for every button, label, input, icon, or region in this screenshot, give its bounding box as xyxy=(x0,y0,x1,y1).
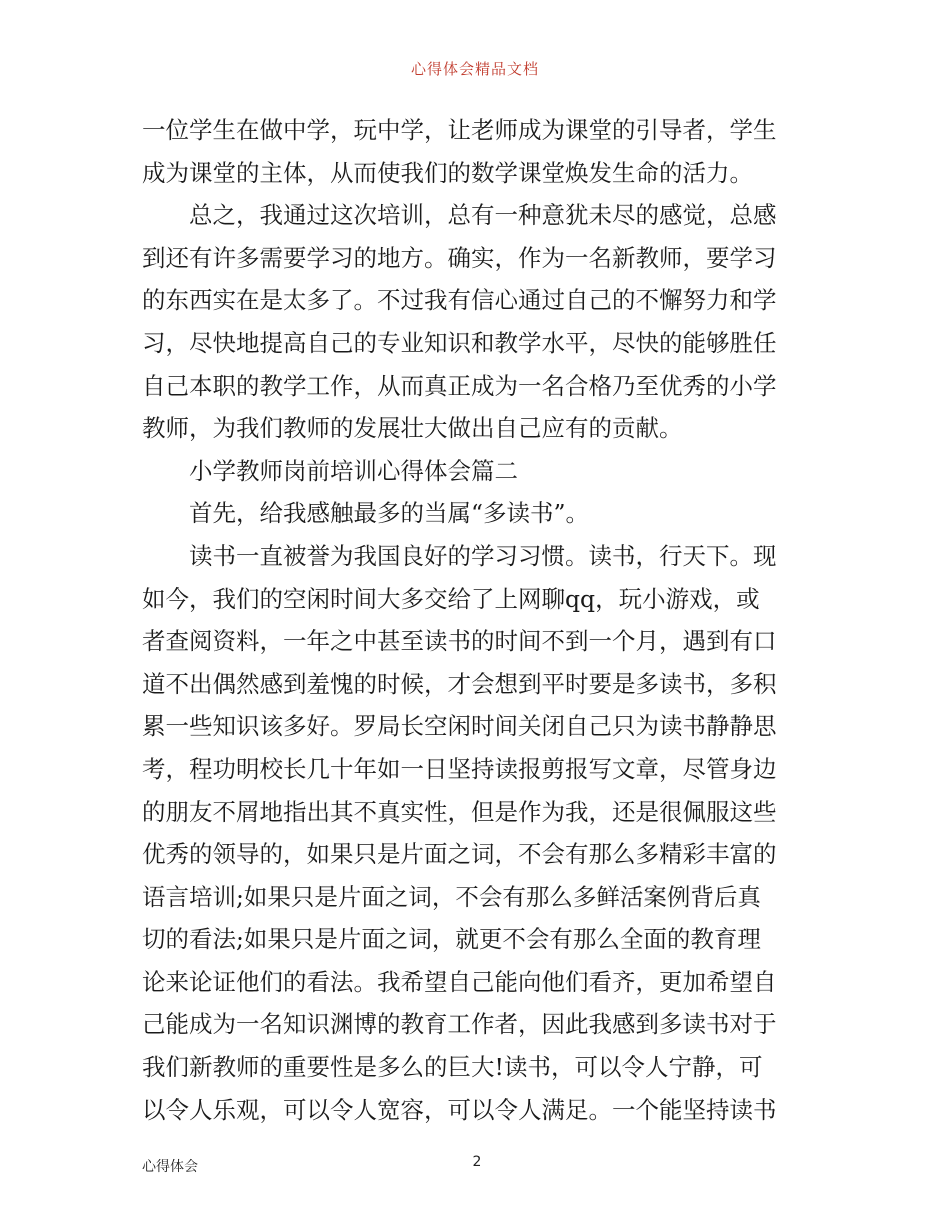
document-body xyxy=(142,109,812,1131)
body-line: 读书一直被誉为我国良好的学习习惯。读书，行天下。现 xyxy=(189,541,777,570)
body-line: 习，尽快地提高自己的专业知识和教学水平，尽快的能够胜任 xyxy=(142,328,777,357)
body-line: 我们新教师的重要性是多么的巨大!读书，可以令人宁静，可 xyxy=(142,1053,763,1082)
body-line: 自己本职的教学工作，从而真正成为一名合格乃至优秀的小学 xyxy=(142,371,777,400)
body-line: 如今，我们的空闲时间大多交给了上网聊qq，玩小游戏，或 xyxy=(142,584,760,613)
body-line: 论来论证他们的看法。我希望自己能向他们看齐，更加希望自 xyxy=(142,967,777,996)
body-line: 首先，给我感触最多的当属“多读书”。 xyxy=(189,499,590,528)
body-line: 考，程功明校长几十年如一日坚持读报剪报写文章，尽管身边 xyxy=(142,754,777,783)
footer-label: 心得体会 xyxy=(142,1159,198,1175)
page-number: 2 xyxy=(472,1154,482,1170)
section-heading: 小学教师岗前培训心得体会篇二 xyxy=(189,456,518,485)
body-line: 到还有许多需要学习的地方。确实，作为一名新教师，要学习 xyxy=(142,243,777,272)
body-line: 切的看法;如果只是片面之词，就更不会有那么全面的教育理 xyxy=(142,925,761,954)
body-line: 语言培训;如果只是片面之词，不会有那么多鲜活案例背后真 xyxy=(142,882,761,911)
body-line: 一位学生在做中学，玩中学，让老师成为课堂的引导者，学生 xyxy=(142,116,777,144)
body-line: 以令人乐观，可以令人宽容，可以令人满足。一个能坚持读书 xyxy=(142,1095,777,1124)
page-header-title: 心得体会精品文档 xyxy=(410,60,539,78)
body-line: 总之，我通过这次培训，总有一种意犹未尽的感觉，总感 xyxy=(189,201,777,230)
body-line: 道不出偶然感到羞愧的时候，才会想到平时要是多读书，多积 xyxy=(142,669,777,698)
body-line: 己能成为一名知识渊博的教育工作者，因此我感到多读书对于 xyxy=(142,1010,777,1039)
body-line: 教师，为我们教师的发展壮大做出自己应有的贡献。 xyxy=(142,414,683,443)
body-line: 累一些知识该多好。罗局长空闲时间关闭自己只为读书静静思 xyxy=(142,712,777,741)
body-line: 优秀的领导的，如果只是片面之词，不会有那么多精彩丰富的 xyxy=(142,840,777,869)
body-line: 者查阅资料，一年之中甚至读书的时间不到一个月，遇到有口 xyxy=(142,627,777,656)
body-line: 的东西实在是太多了。不过我有信心通过自己的不懈努力和学 xyxy=(142,286,777,315)
body-line: 的朋友不屑地指出其不真实性，但是作为我，还是很佩服这些 xyxy=(142,797,777,826)
body-line: 成为课堂的主体，从而使我们的数学课堂焕发生命的活力。 xyxy=(142,158,753,187)
